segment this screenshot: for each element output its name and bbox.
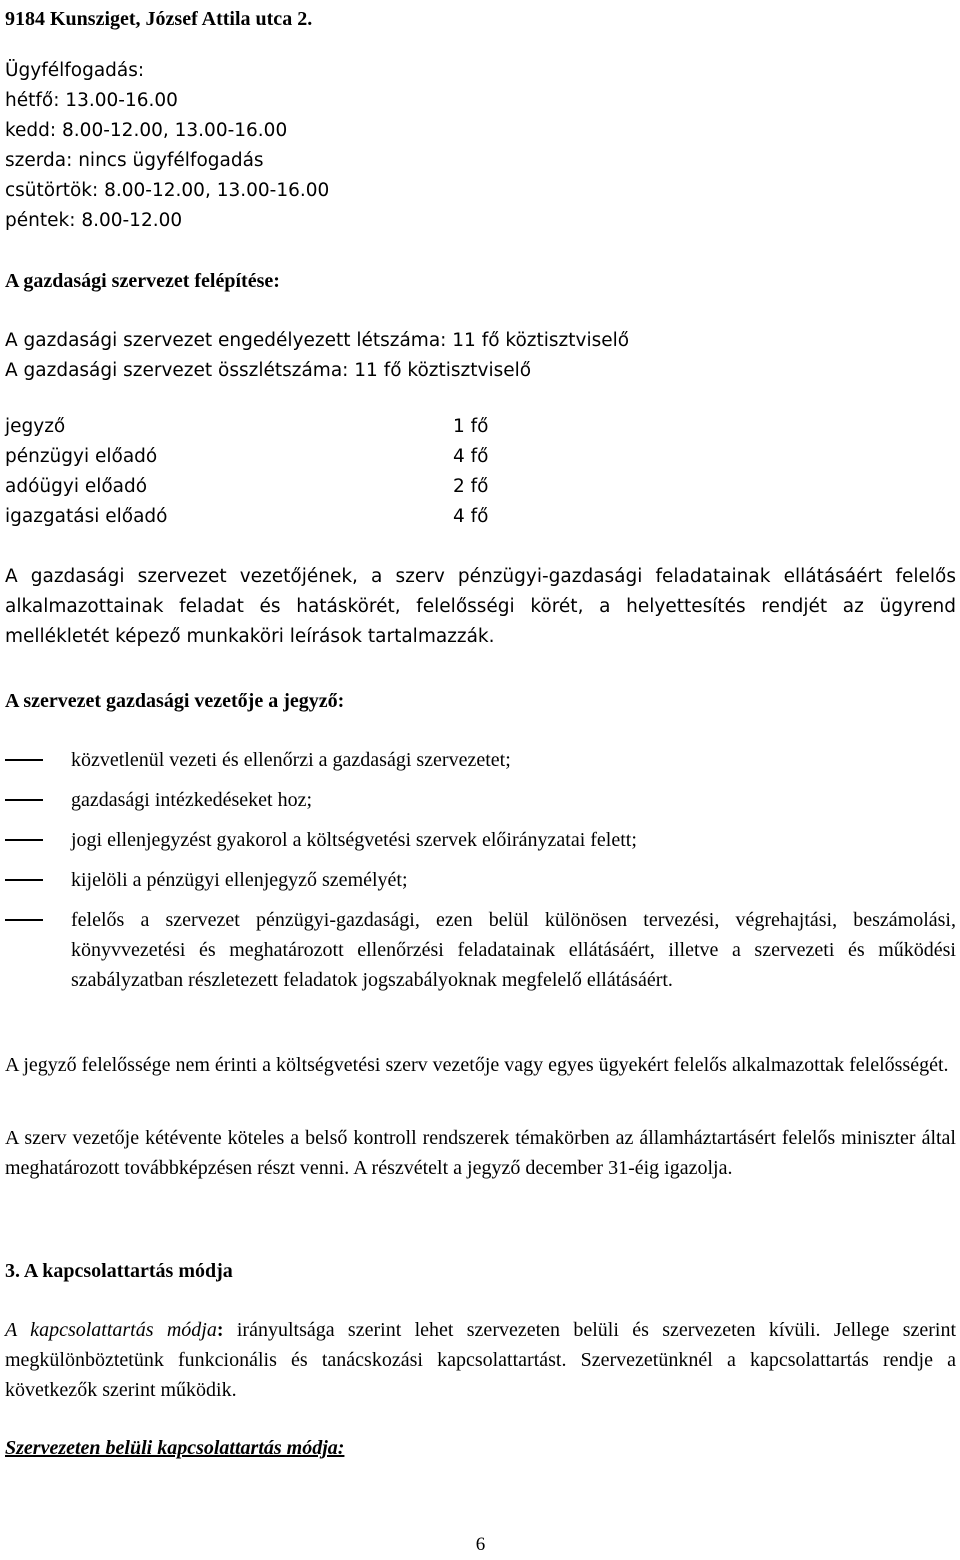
duty-text: közvetlenül vezeti és ellenőrzi a gazdasági szervezetet; — [71, 749, 511, 771]
duty-text: felelős a szervezet pénzügyi-gazdasági, ezen belül különösen tervezési, végrehajtási, beszámolási, könyvvezetési és meghatározott ellenőrzési feladatainak ellátásáért, illetve a szervezeti és működési szabályzatban részletezett feladatok jogszabályoknak megfelelő ellátásáért. — [71, 909, 956, 991]
training-paragraph: A szerv vezetője kétévente köteles a belső kontroll rendszerek témakörben az államháztartásért felelős miniszter által meghatározott továbbképzésen részt venni. A részvételt a jegyző december 31-éig igazolja. — [5, 1127, 956, 1179]
contact-paragraph — [5, 1315, 956, 1405]
responsibilities-paragraph: A gazdasági szervezet vezetőjének, a szerv pénzügyi-gazdasági feladatainak ellátásáért felelős alkalmazottainak feladat és hatáskörét, felelősségi körét, a helyettesítés rendjét az ügyrend mellékletét képező munkaköri leírások tartalmazzák. — [5, 566, 956, 647]
dash-bullet-icon — [5, 919, 43, 921]
staff-row — [5, 412, 488, 442]
dash-bullet-icon — [5, 839, 43, 841]
staff-role: igazgatási előadó — [5, 506, 168, 527]
address-line: 9184 Kunsziget, József Attila utca 2. — [5, 8, 313, 30]
duty-text: jogi ellenjegyzést gyakorol a költségvetési szervek előirányzatai felett; — [71, 829, 637, 851]
list-item — [5, 745, 956, 775]
staff-role: adóügyi előadó — [5, 476, 148, 497]
contact-text: irányultsága szerint lehet szervezeten belüli és szervezeten kívüli. Jellege szerint megkülönböztetünk funkcionális és tanácskozási kapcsolattartást. Szervezetünknél a kapcsolattartás rendje a következők szerint működik. — [5, 1319, 956, 1401]
contact-term: A kapcsolattartás módja — [5, 1319, 217, 1341]
internal-contact-subheading-text: Szervezeten belüli kapcsolattartás módja: — [5, 1437, 345, 1459]
chief-title: A szervezet gazdasági vezetője a jegyző: — [5, 690, 345, 712]
contact-colon: : — [216, 1319, 224, 1341]
total-headcount: A gazdasági szervezet összlétszáma: 11 fő köztisztviselő — [5, 360, 532, 381]
authorized-headcount: A gazdasági szervezet engedélyezett létszáma: 11 fő köztisztviselő — [5, 330, 630, 351]
dash-bullet-icon — [5, 879, 43, 881]
staff-role: jegyző — [5, 416, 66, 437]
office-hours-tuesday: kedd: 8.00-12.00, 13.00-16.00 — [5, 120, 288, 141]
staff-count: 4 fő — [453, 446, 489, 467]
staff-count: 1 fő — [453, 416, 489, 437]
office-hours — [5, 56, 329, 236]
staff-row — [5, 472, 488, 502]
list-item — [5, 825, 956, 855]
staff-count: 4 fő — [453, 506, 489, 527]
list-item — [5, 785, 956, 815]
page-number: 6 — [475, 1534, 486, 1555]
dash-bullet-icon — [5, 799, 43, 801]
office-hours-friday: péntek: 8.00-12.00 — [5, 210, 183, 231]
structure-title: A gazdasági szervezet felépítése: — [5, 270, 280, 292]
office-hours-label: Ügyfélfogadás: — [5, 60, 145, 81]
internal-contact-subheading — [5, 1433, 344, 1463]
office-hours-thursday: csütörtök: 8.00-12.00, 13.00-16.00 — [5, 180, 330, 201]
office-hours-wednesday: szerda: nincs ügyfélfogadás — [5, 150, 264, 171]
staff-row — [5, 502, 488, 532]
dash-bullet-icon — [5, 759, 43, 761]
duties-list — [5, 745, 956, 995]
list-item — [5, 865, 956, 895]
section-3-heading: 3. A kapcsolattartás módja — [5, 1260, 233, 1282]
staff-table — [5, 412, 488, 532]
office-hours-monday: hétfő: 13.00-16.00 — [5, 90, 178, 111]
staff-count: 2 fő — [453, 476, 489, 497]
staff-row — [5, 442, 488, 472]
duty-text: kijelöli a pénzügyi ellenjegyző személyét; — [71, 869, 408, 891]
staff-role: pénzügyi előadó — [5, 446, 158, 467]
headcount-block — [5, 326, 629, 386]
duty-text: gazdasági intézkedéseket hoz; — [71, 789, 312, 811]
liability-paragraph: A jegyző felelőssége nem érinti a költségvetési szerv vezetője vagy egyes ügyekért felelős alkalmazottak felelősségét. — [5, 1054, 949, 1076]
list-item — [5, 905, 956, 995]
